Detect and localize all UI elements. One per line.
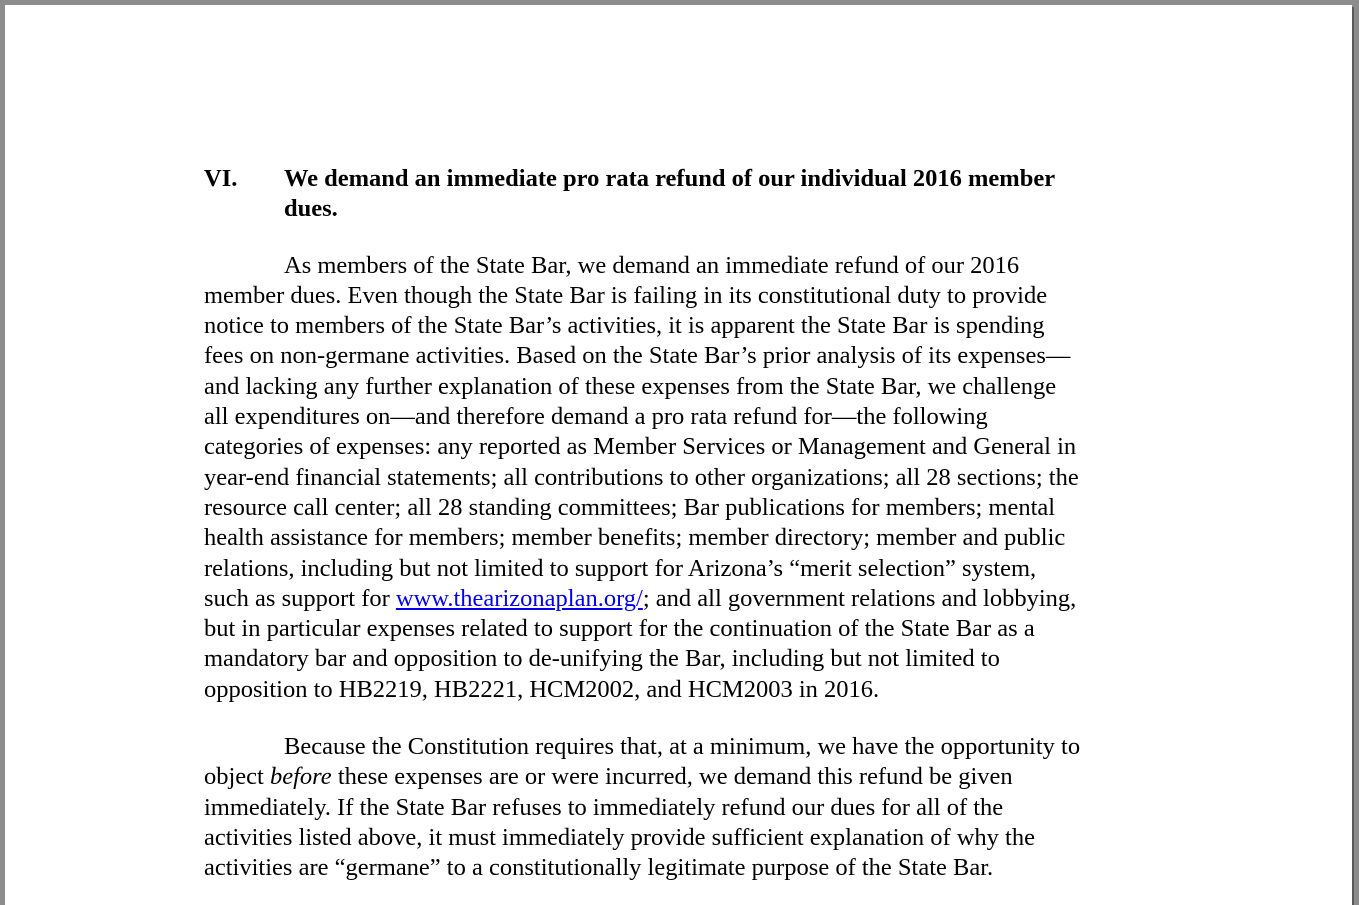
paragraph-line: fees on non-germane activities. Based on the State Bar’s prior analysis of its expenses—: [204, 342, 1071, 370]
paragraph-line: relations, including but not limited to support for Arizona’s “merit selection” system,: [204, 554, 1037, 582]
paragraph-line: immediately. If the State Bar refuses to immediately refund our dues for all of the: [204, 793, 1004, 821]
paragraph-line: opposition to HB2219, HB2221, HCM2002, and HCM2003 in 2016.: [204, 675, 880, 703]
emphasis-suffix-text: these expenses are or were incurred, we demand this refund be given: [331, 763, 1013, 791]
paragraph-line: categories of expenses: any reported as Member Services or Management and General in: [204, 433, 1077, 461]
paragraph-constitution: [204, 732, 1164, 883]
arizona-plan-link[interactable]: www.thearizonaplan.org/: [395, 584, 643, 612]
paragraph-line: but in particular expenses related to support for the continuation of the State Bar as a: [204, 615, 1035, 643]
paragraph-line: mandatory bar and opposition to de-unifying the Bar, including but not limited to: [204, 645, 1000, 673]
paragraph-line: activities listed above, it must immediately provide sufficient explanation of why the: [204, 823, 1035, 851]
emphasis-before: before: [270, 763, 332, 791]
document-page: [5, 5, 1352, 905]
paragraph-refund-demand: [204, 251, 1164, 705]
paragraph-line: resource call center; all 28 standing committees; Bar publications for members; mental: [204, 493, 1056, 521]
link-suffix-text: ; and all government relations and lobbying,: [642, 584, 1077, 612]
section-title-line: dues.: [284, 195, 338, 223]
paragraph-line: and lacking any further explanation of these expenses from the State Bar, we challenge: [204, 372, 1057, 400]
paragraph-line: all expenditures on—and therefore demand a pro rata refund for—the following: [204, 403, 988, 431]
link-prefix-text: such as support for: [204, 584, 396, 612]
paragraph-line: As members of the State Bar, we demand an immediate refund of our 2016: [284, 251, 1020, 279]
section-number: VI.: [204, 165, 238, 192]
paragraph-line: notice to members of the State Bar’s activities, it is apparent the State Bar is spending: [204, 312, 1045, 340]
paragraph-line: member dues. Even though the State Bar is failing in its constitutional duty to provide: [204, 281, 1048, 309]
paragraph-line: year-end financial statements; all contributions to other organizations; all 28 sections; the: [204, 463, 1079, 491]
emphasis-prefix-text: object: [204, 763, 270, 791]
paragraph-line-with-link: [204, 584, 1164, 614]
document-content: [204, 164, 1164, 905]
paragraph-line: Because the Constitution requires that, at a minimum, we have the opportunity to: [284, 733, 1081, 761]
section-title-line: We demand an immediate pro rata refund of our individual 2016 member: [284, 165, 1056, 192]
paragraph-line: health assistance for members; member benefits; member directory; member and public: [204, 524, 1066, 552]
section-heading: [204, 164, 1164, 225]
section-title: [284, 164, 1164, 225]
paragraph-line-with-emphasis: [204, 762, 1164, 792]
paragraph-line: activities are “germane” to a constitutionally legitimate purpose of the State Bar.: [204, 854, 994, 882]
